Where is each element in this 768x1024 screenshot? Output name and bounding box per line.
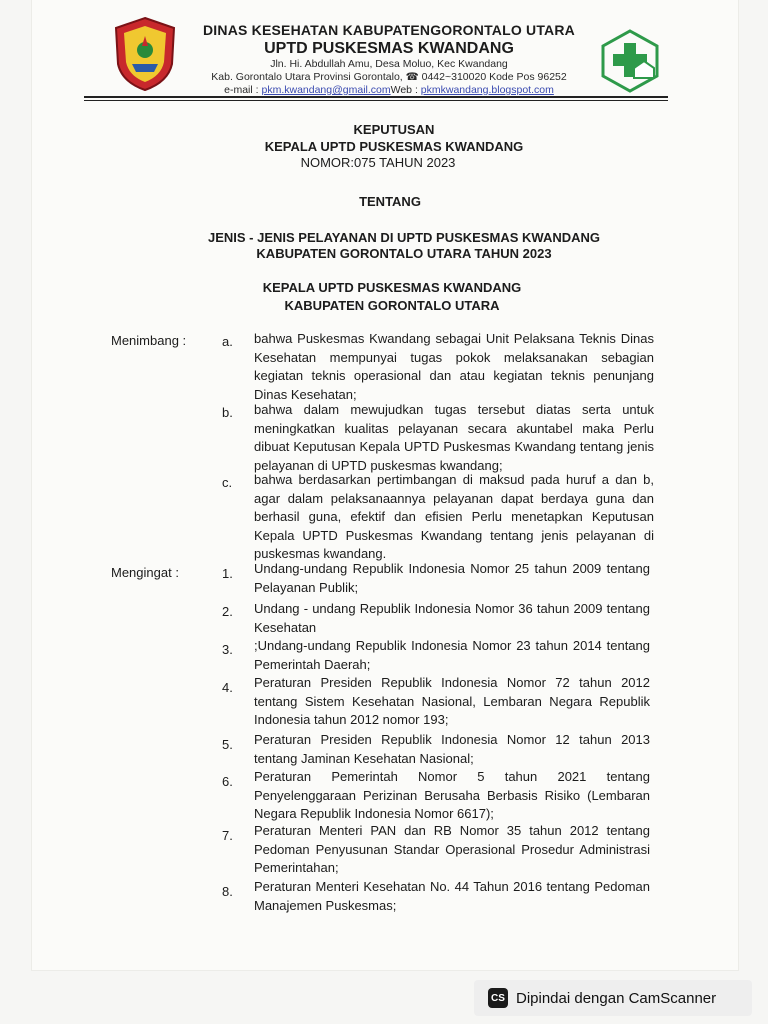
- mengingat-mark-1: 1.: [222, 566, 233, 581]
- web-link[interactable]: pkmkwandang.blogspot.com: [420, 84, 554, 96]
- mengingat-mark-8: 8.: [222, 884, 233, 899]
- web-label: Web :: [390, 84, 418, 96]
- mengingat-item-6: Peraturan Pemerintah Nomor 5 tahun 2021 tentang Penyelenggaraan Perizinan Berusaha Berbasis Risiko (Lembaran Negara Republik Indonesia Nomor 6617);: [254, 769, 650, 821]
- letterhead-divider: [84, 96, 668, 98]
- mengingat-item-7: Peraturan Menteri PAN dan RB Nomor 35 tahun 2012 tentang Pedoman Penyusunan Standar Operasional Prosedur Administrasi Pemerintahan;: [254, 823, 650, 875]
- mengingat-item-8: Peraturan Menteri Kesehatan No. 44 Tahun 2016 tentang Pedoman Manajemen Puskesmas;: [254, 879, 650, 913]
- kepala-heading: KEPALA UPTD PUSKESMAS KWANDANG: [264, 139, 524, 154]
- mengingat-label: Mengingat :: [111, 565, 179, 580]
- letterhead: [188, 22, 590, 97]
- email-label: e-mail :: [224, 84, 259, 96]
- official-line-2: KABUPATEN GORONTALO UTARA: [284, 298, 500, 313]
- mengingat-item-2: Undang - undang Republik Indonesia Nomor 36 tahun 2009 tentang Kesehatan: [254, 601, 650, 635]
- camscanner-badge: [474, 980, 752, 1016]
- menimbang-item-c: bahwa berdasarkan pertimbangan di maksud pada huruf a dan b, agar dalam pelaksanaannya pelayanan dapat berdaya guna dan berhasil guna, efektif dan efisien Perlu menetapkan Keputusan Kepala UPTD Puskesmas Kwandang tentang jenis pelayanan di puskesmas kwandang.: [254, 472, 654, 561]
- menimbang-mark-b: b.: [222, 405, 233, 420]
- letterhead-divider-thin: [84, 100, 668, 101]
- mengingat-mark-4: 4.: [222, 680, 233, 695]
- puskesmas-cross-icon: [598, 28, 662, 94]
- mengingat-item-3: ;Undang-undang Republik Indonesia Nomor 23 tahun 2014 tentang Pemerintah Daerah;: [254, 638, 650, 672]
- menimbang-mark-c: c.: [222, 475, 233, 490]
- email-link[interactable]: pkm.kwandang@gmail.com: [261, 84, 391, 96]
- regency-emblem-icon: [112, 16, 178, 92]
- subject-line-1: JENIS - JENIS PELAYANAN DI UPTD PUSKESMAS KWANDANG: [208, 230, 600, 245]
- tentang-heading: TENTANG: [359, 194, 421, 209]
- mengingat-mark-7: 7.: [222, 828, 233, 843]
- agency-name: DINAS KESEHATAN KABUPATENGORONTALO UTARA: [203, 22, 575, 38]
- menimbang-label: Menimbang :: [111, 333, 187, 348]
- camscanner-icon: CS: [488, 988, 508, 1008]
- menimbang-item-a: bahwa Puskesmas Kwandang sebagai Unit Pelaksana Teknis Dinas Kesehatan mempunyai tugas pokok melaksanakan sebagian kegiatan teknis operasional dan atau kegiatan teknis penunjang Dinas Kesehatan;: [254, 331, 654, 402]
- subject-line-2: KABUPATEN GORONTALO UTARA TAHUN 2023: [256, 246, 552, 261]
- menimbang-item-b: bahwa dalam mewujudkan tugas tersebut diatas serta untuk meningkatkan kualitas pelayanan secara akuntabel maka Perlu dibuat Keputusan Kepala UPTD Puskesmas Kwandang tentang jenis pelayanan di UPTD puskesmas kwandang;: [254, 402, 654, 473]
- camscanner-text: Dipindai dengan CamScanner: [516, 989, 717, 1007]
- mengingat-mark-5: 5.: [222, 737, 233, 752]
- address-line-1: Jln. Hi. Abdullah Amu, Desa Moluo, Kec Kwandang: [270, 58, 508, 70]
- mengingat-item-5: Peraturan Presiden Republik Indonesia Nomor 12 tahun 2013 tentang Jaminan Kesehatan Nasional;: [254, 732, 650, 766]
- puskesmas-name: UPTD PUSKESMAS KWANDANG: [264, 40, 514, 57]
- official-line-1: KEPALA UPTD PUSKESMAS KWANDANG: [262, 280, 522, 295]
- mengingat-mark-2: 2.: [222, 604, 233, 619]
- menimbang-mark-a: a.: [222, 334, 233, 349]
- mengingat-item-4: Peraturan Presiden Republik Indonesia Nomor 72 tahun 2012 tentang Sistem Kesehatan Nasional, Lembaran Negara Republik Indonesia tahun 2012 nomor 193;: [254, 675, 650, 727]
- nomor-heading: NOMOR:075 TAHUN 2023: [300, 155, 456, 170]
- address-line-2: Kab. Gorontalo Utara Provinsi Gorontalo, ☎ 0442~310020 Kode Pos 96252: [211, 71, 567, 83]
- keputusan-heading: KEPUTUSAN: [353, 122, 435, 137]
- mengingat-mark-6: 6.: [222, 774, 233, 789]
- mengingat-mark-3: 3.: [222, 642, 233, 657]
- mengingat-item-1: Undang-undang Republik Indonesia Nomor 25 tahun 2009 tentang Pelayanan Publik;: [254, 561, 650, 595]
